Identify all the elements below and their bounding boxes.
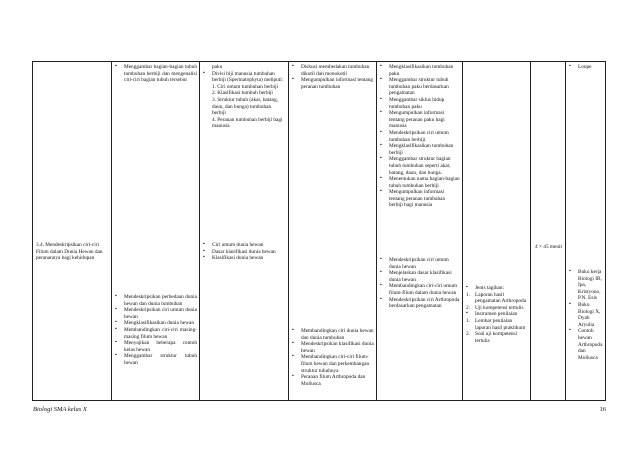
list-item: ▪ Mengumpulkan informasi tentang peranan tumbuhan berbiji bagi manusia bbox=[380, 189, 460, 209]
kd-cell bbox=[33, 62, 112, 401]
material-cell bbox=[200, 62, 289, 401]
list-item: ▪ Mendeskripsikan ciri umum dunia hewan bbox=[380, 257, 460, 270]
list-item: ▪ Mendeskripsikan perbedaan dunia hewan dan dunia tumbuhan bbox=[115, 294, 197, 307]
list-item: 2. Soal uji kompetensi tertulis bbox=[466, 331, 518, 344]
list-item: ▪ Membandingkan ciri-ciri filum-filum hewan dan perkembangan struktur tubuhnya bbox=[292, 354, 374, 374]
list-item: 4. Peranan tumbuhan berbiji bagi manusia bbox=[212, 116, 283, 130]
list-item: 1. Laporan hasil pengamatan Arthropoda bbox=[466, 291, 527, 305]
kd-text: 3.4. Mendeskripsikan ciri-ciri Filum dalam Dunia Hewan dan peranannya bagi kehidupan bbox=[36, 242, 103, 262]
time-allocation: 4 × 45 menit bbox=[535, 244, 562, 250]
list-item: 3. Struktur tubuh (akar, batang, daun, dan bunga) tumbuhan berbiji bbox=[212, 96, 279, 117]
list-item: ▪ Klasifikasi dunia hewan bbox=[203, 255, 286, 262]
list-item: ▪ Mendeskripsikan klasifikasi dunia hewan bbox=[292, 341, 374, 354]
page-number: 16 bbox=[599, 406, 606, 413]
time-cell bbox=[531, 62, 566, 401]
list-item: ▪ Menyajikan beberapa contoh kelas hewan bbox=[115, 340, 197, 353]
list-item: ▪ Membandingkan ciri-ciri umum filum-filum dalam dunia hewan bbox=[380, 283, 460, 296]
learning-bottom bbox=[292, 328, 374, 387]
indicators-bottom bbox=[115, 294, 197, 367]
list-item: ▪ Menggambar struktur tubuh hewan bbox=[115, 353, 197, 366]
list-item: ▪ Menentukan nama bagian-bagian tubuh tumbuhan berbiji bbox=[380, 176, 460, 189]
assessment-cell bbox=[463, 62, 531, 401]
list-item: ▪ Buku Biologi X, Dyah Aryulia bbox=[569, 302, 603, 328]
list-item: ▪ Peranan filum Arthropoda dan Mollusca bbox=[292, 374, 374, 387]
list-item: ▪ Mengklasifikasikan dunia hewan bbox=[115, 320, 197, 327]
list-item: 1. Ciri umum tumbuhan berbiji bbox=[212, 83, 279, 90]
list-item: ▪ Dasar klasifikasi dunia hewan bbox=[203, 249, 286, 256]
list-item: ▪ Mendeskripsikan ciri umum dunia hewan bbox=[115, 307, 197, 320]
learning-cell bbox=[289, 62, 377, 401]
list-item: ▪ Mendeskripsikan ciri umum tumbuhan berbiji bbox=[380, 130, 460, 143]
list-item: ▪ Menjelaskan dasar klasifikasi dunia hewan bbox=[380, 270, 460, 283]
list-item: 1. Lembar penilaian laporan hasil praktikum bbox=[466, 317, 526, 331]
list-item: ▪ Divisi biji manusia tumbuhan berbiji (Spermatophyta) meliputi: bbox=[203, 71, 286, 84]
list-item: ▪ Mengumpulkan informasi tentang peranan paku bagi manusia bbox=[380, 110, 460, 130]
assessment-title-2: ▪ Instrumen penilaian bbox=[466, 311, 528, 318]
list-item: ▪ Mengklasifikasikan tumbuhan paku bbox=[380, 64, 460, 77]
list-item: ▪ Ciri umum dunia hewan bbox=[203, 242, 286, 249]
indicator-top: ▪ Menggambar bagian-bagian tubuh tumbuhan berbiji dan mengenalisi ciri-ciri bagian tubuh tersebut bbox=[115, 64, 197, 84]
activities-bottom bbox=[380, 257, 460, 310]
material-bottom bbox=[203, 242, 286, 262]
list-item: ▪ Menggambar struktur tubuh tumbuhan paku berdasarkan pengamatan bbox=[380, 77, 460, 97]
indicators-cell bbox=[112, 62, 200, 401]
sources-cell bbox=[566, 62, 606, 401]
material-lead: paku bbox=[212, 64, 223, 70]
footer-book-title: Biologi SMA kelas X bbox=[33, 406, 87, 413]
table-row bbox=[33, 62, 606, 401]
list-item: ▪ Menggambar struktur bagian tubuh tumbuhan seperti akar, batang, daun, dan bunga. bbox=[380, 156, 460, 176]
assessment-block bbox=[466, 285, 528, 344]
assessment-title: ▪ Jenis tagihan: bbox=[466, 285, 528, 292]
activities-cell bbox=[377, 62, 463, 401]
list-item: ▪ Contoh hewan Arthropoda dan Mollusca bbox=[569, 328, 603, 361]
list-item: ▪ Diskusi membedakan tumbuhan dikotil dan monokotil bbox=[292, 64, 374, 77]
syllabus-table bbox=[32, 61, 606, 401]
list-item: ▪ Mengklasifikasikan tumbuhan berbiji bbox=[380, 143, 460, 156]
list-item: ▪ Loupe bbox=[569, 64, 603, 71]
list-item: ▪ Mengumpulkan informasi tentang peranan tumbuhan bbox=[292, 77, 374, 90]
list-item: 2. Uji kompetensi tertulis bbox=[466, 304, 524, 311]
list-item: ▪ Mendeskripsikan ciri Arthropoda berdasarkan pengamatan bbox=[380, 297, 460, 310]
list-item: ▪ Membandingkan ciri-ciri masing-masing filum hewan bbox=[115, 327, 197, 340]
list-item: ▪ Buku kerja Biologi IB, Ipa, Kristyono, P.N. Esis bbox=[569, 269, 603, 302]
sources-bottom bbox=[569, 269, 603, 361]
list-item: ▪ Menggambar siklus hidup tumbuhan paku bbox=[380, 97, 460, 110]
list-item: ▪ Membandingkan ciri dunia hewan dan dunia tumbuhan bbox=[292, 328, 374, 341]
list-item: 2. Klasifikasi tumbuh berbiji bbox=[212, 90, 273, 97]
